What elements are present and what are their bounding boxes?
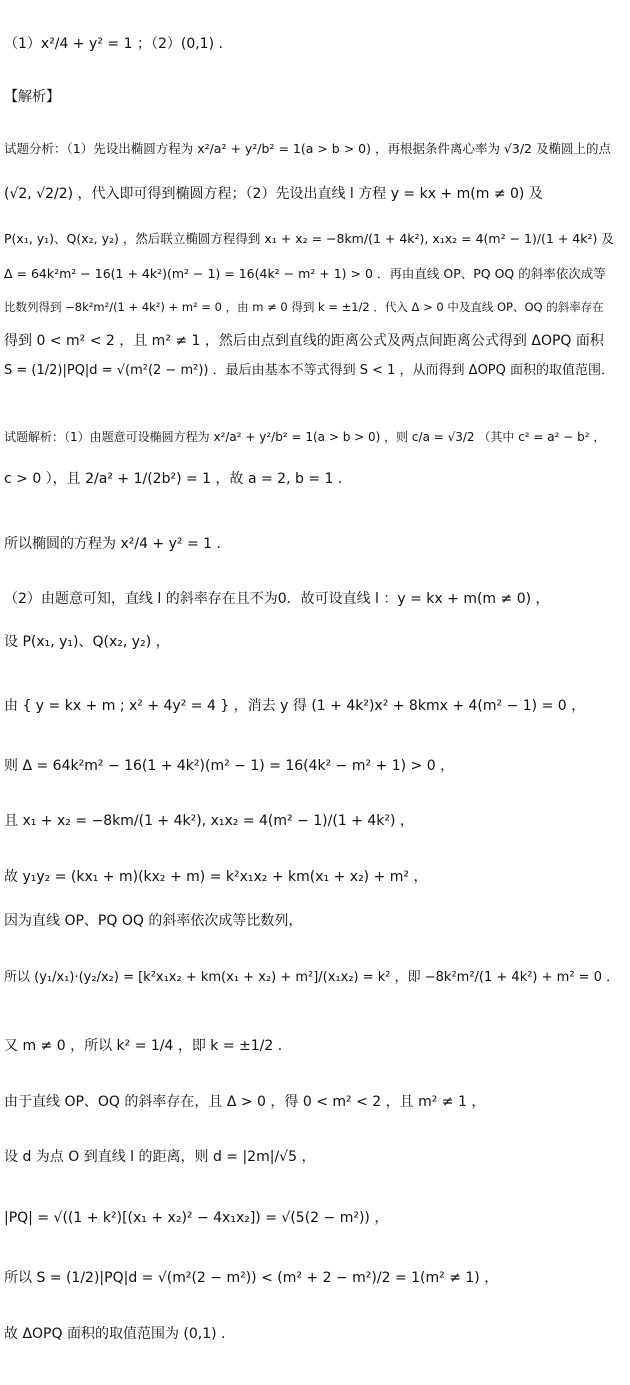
solution-line-8: 且 x₁ + x₂ = −8km/(1 + 4k²), x₁x₂ = 4(m² − 1)/(1 + 4k²) ，	[4, 813, 414, 829]
analysis-line-4: Δ = 64k²m² − 16(1 + 4k²)(m² − 1) = 16(4k² − m² + 1) > 0 ．再由直线 OP、PQ OQ 的斜率依次成等	[4, 266, 606, 281]
solution-line-17: 故 ΔOPQ 面积的取值范围为 (0,1) ．	[4, 1326, 236, 1342]
solution-line-9: 故 y₁y₂ = (kx₁ + m)(kx₂ + m) = k²x₁x₂ + km(x₁ + x₂) + m² ，	[4, 869, 428, 885]
solution-line-2: c > 0 ），且 2/a² + 1/(2b²) = 1 ，故 a = 2, b = 1 ．	[4, 471, 352, 487]
analysis-line-6: 得到 0 < m² < 2 ，且 m² ≠ 1 ，然后由点到直线的距离公式及两点间距离公式得到 ΔOPQ 面积	[4, 333, 604, 349]
solution-line-12: 又 m ≠ 0 ，所以 k² = 1/4 ，即 k = ±1/2 ．	[4, 1038, 292, 1054]
solution-line-10: 因为直线 OP、PQ OQ 的斜率依次成等比数列，	[4, 913, 303, 929]
analysis-line-3: P(x₁, y₁)、Q(x₂, y₂) ，然后联立椭圆方程得到 x₁ + x₂ = −8km/(1 + 4k²), x₁x₂ = 4(m² − 1)/(1 + 4k²) 及	[4, 231, 614, 246]
solution-line-11: 所以 (y₁/x₁)·(y₂/x₂) = [k²x₁x₂ + km(x₁ + x₂) + m²]/(x₁x₂) = k² ，即 −8k²m²/(1 + 4k²) + m² = 0 ．	[4, 970, 620, 985]
solution-line-14: 设 d 为点 O 到直线 l 的距离，则 d = |2m|/√5 ，	[4, 1149, 316, 1165]
section-heading: 【解析】	[4, 89, 60, 105]
analysis-line-2: (√2, √2/2) ，代入即可得到椭圆方程；（2）先设出直线 l 方程 y = kx + m(m ≠ 0) 及	[4, 186, 543, 202]
analysis-text: （1）先设出椭圆方程为 x²/a² + y²/b² = 1(a > b > 0) ，再根据条件离心率为 √3/2 及椭圆上的点	[66, 141, 611, 156]
answer-line: （1）x²/4 + y² = 1 ；（2）(0,1) .	[4, 36, 223, 52]
solution-line-7: 则 Δ = 64k²m² − 16(1 + 4k²)(m² − 1) = 16(4k² − m² + 1) > 0 ，	[4, 758, 455, 774]
solution-title: 试题解析：	[4, 430, 65, 444]
solution-line-13: 由于直线 OP、OQ 的斜率存在，且 Δ > 0 ，得 0 < m² < 2 ，且 m² ≠ 1 ，	[4, 1094, 486, 1110]
solution-line-5: 设 P(x₁, y₁)、Q(x₂, y₂) ，	[4, 634, 170, 650]
solution-text: （1）由题意可设椭圆方程为 x²/a² + y²/b² = 1(a > b > 0) ，则 c/a = √3/2 （其中 c² = a² − b² ，	[64, 430, 606, 444]
analysis-line-5: 比数列得到 −8k²m²/(1 + 4k²) + m² = 0 ，由 m ≠ 0 得到 k = ±1/2 ．代入 Δ > 0 中及直线 OP、OQ 的斜率存在	[4, 300, 604, 314]
analysis-line-1	[4, 140, 611, 158]
solution-line-6: 由 { y = kx + m ; x² + 4y² = 4 } ，消去 y 得 (1 + 4k²)x² + 8kmx + 4(m² − 1) = 0 ，	[4, 698, 586, 714]
solution-line-1	[4, 428, 605, 446]
solution-line-3: 所以椭圆的方程为 x²/4 + y² = 1 ．	[4, 536, 231, 552]
analysis-title: 试题分析：	[4, 141, 67, 156]
solution-line-16: 所以 S = (1/2)|PQ|d = √(m²(2 − m²)) < (m² + 2 − m²)/2 = 1(m² ≠ 1) ，	[4, 1270, 499, 1286]
analysis-line-7: S = (1/2)|PQ|d = √(m²(2 − m²)) ．最后由基本不等式得到 S < 1 ，从而得到 ΔOPQ 面积的取值范围．	[4, 363, 615, 378]
solution-line-4: （2）由题意可知，直线 l 的斜率存在且不为0．故可设直线 l ：y = kx + m(m ≠ 0) ，	[4, 591, 550, 607]
solution-line-15: |PQ| = √((1 + k²)[(x₁ + x₂)² − 4x₁x₂]) = √(5(2 − m²)) ，	[4, 1210, 389, 1226]
